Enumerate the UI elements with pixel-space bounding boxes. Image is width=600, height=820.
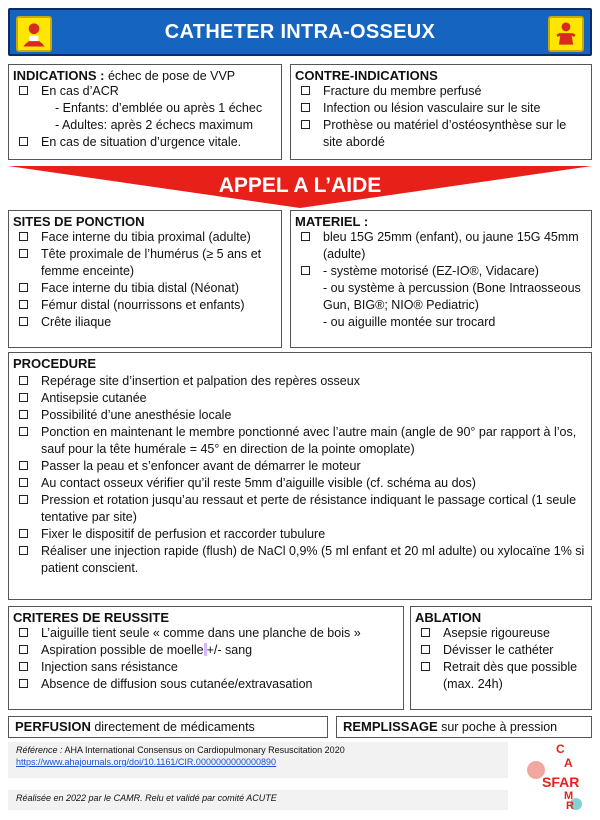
checkbox-icon [19, 495, 28, 504]
logo-letter-a: A [564, 756, 573, 770]
child-patient-icon [548, 16, 584, 52]
checkbox-icon [19, 249, 28, 258]
list-item: Fémur distal (nourrissons et enfants) [13, 297, 277, 314]
materiel-box [290, 210, 592, 348]
indications-box [8, 64, 282, 160]
checkbox-icon [301, 86, 310, 95]
list-item: Au contact osseux vérifier qu’il reste 5mm d’aiguille visible (cf. schéma au dos) [13, 475, 587, 492]
list-item: Retrait dès que possible (max. 24h) [415, 659, 587, 693]
indications-heading: INDICATIONS : échec de pose de VVP [13, 68, 236, 83]
sites-heading: SITES DE PONCTION [13, 214, 145, 229]
checkbox-icon [19, 478, 28, 487]
list-item: Pression et rotation jusqu’au ressaut et perte de résistance indiquant le passage cortical (1 seule tentative par site) [13, 492, 587, 526]
checkbox-icon [19, 461, 28, 470]
list-item: Ponction en maintenant le membre ponctionné avec l’autre main (angle de 90° par rapport à l’os, sauf pour la tête humérale = 45° en direction de la pointe omoplate) [13, 424, 587, 458]
checkbox-icon [19, 232, 28, 241]
procedure-box [8, 352, 592, 600]
checkbox-icon [19, 283, 28, 292]
contre-indications-heading: CONTRE-INDICATIONS [295, 68, 438, 83]
list-item: Prothèse ou matériel d’ostéosynthèse sur le site abordé [295, 117, 587, 151]
checkbox-icon [301, 103, 310, 112]
checkbox-icon [19, 546, 28, 555]
procedure-heading: PROCEDURE [13, 356, 97, 371]
checkbox-icon [301, 120, 310, 129]
perfusion-box: PERFUSION directement de médicaments [8, 716, 328, 738]
list-item: Crête iliaque [13, 314, 277, 331]
alert-banner [8, 166, 592, 208]
ablation-heading: ABLATION [415, 610, 482, 625]
logo-word-sfar: SFAR [542, 774, 580, 790]
list-item: bleu 15G 25mm (enfant), ou jaune 15G 45mm (adulte) [295, 229, 587, 263]
list-item: - système motorisé (EZ-IO®, Vidacare) [295, 263, 587, 280]
checkbox-icon [421, 645, 430, 654]
sub-item: - ou système à percussion (Bone Intraosseous Gun, BIG®; NIO® Pediatric) [323, 281, 581, 312]
sites-box [8, 210, 282, 348]
criteres-box [8, 606, 404, 710]
footer-box [8, 790, 508, 810]
list-item: L’aiguille tient seule « comme dans une planche de bois » [13, 625, 399, 642]
list-item: Antisepsie cutanée [13, 390, 587, 407]
list-item: Face interne du tibia proximal (adulte) [13, 229, 277, 246]
sub-item: - ou aiguille montée sur trocard [323, 315, 496, 329]
list-item: Repérage site d’insertion et palpation des repères osseux [13, 373, 587, 390]
reference-link[interactable]: https://www.ahajournals.org/doi/10.1161/CIR.0000000000000890 [16, 757, 277, 767]
footer-text: Réalisée en 2022 par le CAMR. Relu et validé par comité ACUTE [16, 793, 277, 803]
checkbox-icon [19, 376, 28, 385]
sub-item: - Adultes: après 2 échecs maximum [55, 118, 253, 132]
checkbox-icon [19, 137, 28, 146]
logo-letter-m: M [564, 790, 574, 802]
list-item: En cas d’ACR [13, 83, 277, 100]
checkbox-icon [421, 662, 430, 671]
list-item: Possibilité d’une anesthésie locale [13, 407, 587, 424]
logo-letter-c: C [556, 742, 565, 756]
materiel-heading: MATERIEL : [295, 214, 369, 229]
list-item: Fixer le dispositif de perfusion et raccorder tubulure [13, 526, 587, 543]
remplissage-box: REMPLISSAGE sur poche à pression [336, 716, 592, 738]
checkbox-icon [19, 300, 28, 309]
checkbox-icon [301, 232, 310, 241]
list-item: Aspiration possible de moelle +/- sang [13, 642, 399, 659]
title-bar [8, 8, 592, 56]
list-item: Asepsie rigoureuse [415, 625, 587, 642]
checkbox-icon [19, 529, 28, 538]
reference-text: Référence : AHA International Consensus on Cardiopulmonary Resuscitation 2020 [16, 745, 345, 755]
page-title: CATHETER INTRA-OSSEUX [164, 21, 436, 43]
checkbox-icon [19, 645, 28, 654]
alert-text: APPEL A L’AIDE [218, 174, 382, 197]
ablation-box [410, 606, 592, 710]
list-item: Absence de diffusion sous cutanée/extravasation [13, 676, 399, 693]
list-item: Réaliser une injection rapide (flush) de NaCl 0,9% (5 ml enfant et 20 ml adulte) ou xylocaïne 1% si patient conscient. [13, 543, 587, 577]
list-item: Infection ou lésion vasculaire sur le site [295, 100, 587, 117]
checkbox-icon [19, 427, 28, 436]
checkbox-icon [301, 266, 310, 275]
checkbox-icon [19, 317, 28, 326]
list-item: En cas de situation d’urgence vitale. [13, 134, 277, 151]
sub-item: - Enfants: d’emblée ou après 1 échec [55, 101, 263, 115]
logo-letter-r: R [566, 800, 574, 812]
checkbox-icon [19, 679, 28, 688]
list-item: Face interne du tibia distal (Néonat) [13, 280, 277, 297]
checkbox-icon [19, 86, 28, 95]
reference-box [8, 742, 508, 778]
checkbox-icon [421, 628, 430, 637]
checkbox-icon [19, 410, 28, 419]
list-item: Passer la peau et s’enfoncer avant de démarrer le moteur [13, 458, 587, 475]
list-item: Dévisser le cathéter [415, 642, 587, 659]
checkbox-icon [19, 662, 28, 671]
contre-indications-box [290, 64, 592, 160]
criteres-heading: CRITERES DE REUSSITE [13, 610, 170, 625]
list-item: Tête proximale de l’humérus (≥ 5 ans et femme enceinte) [13, 246, 277, 280]
sfar-camr-logo [520, 740, 592, 814]
checkbox-icon [19, 393, 28, 402]
list-item: Injection sans résistance [13, 659, 399, 676]
checkbox-icon [19, 628, 28, 637]
list-item: Fracture du membre perfusé [295, 83, 587, 100]
